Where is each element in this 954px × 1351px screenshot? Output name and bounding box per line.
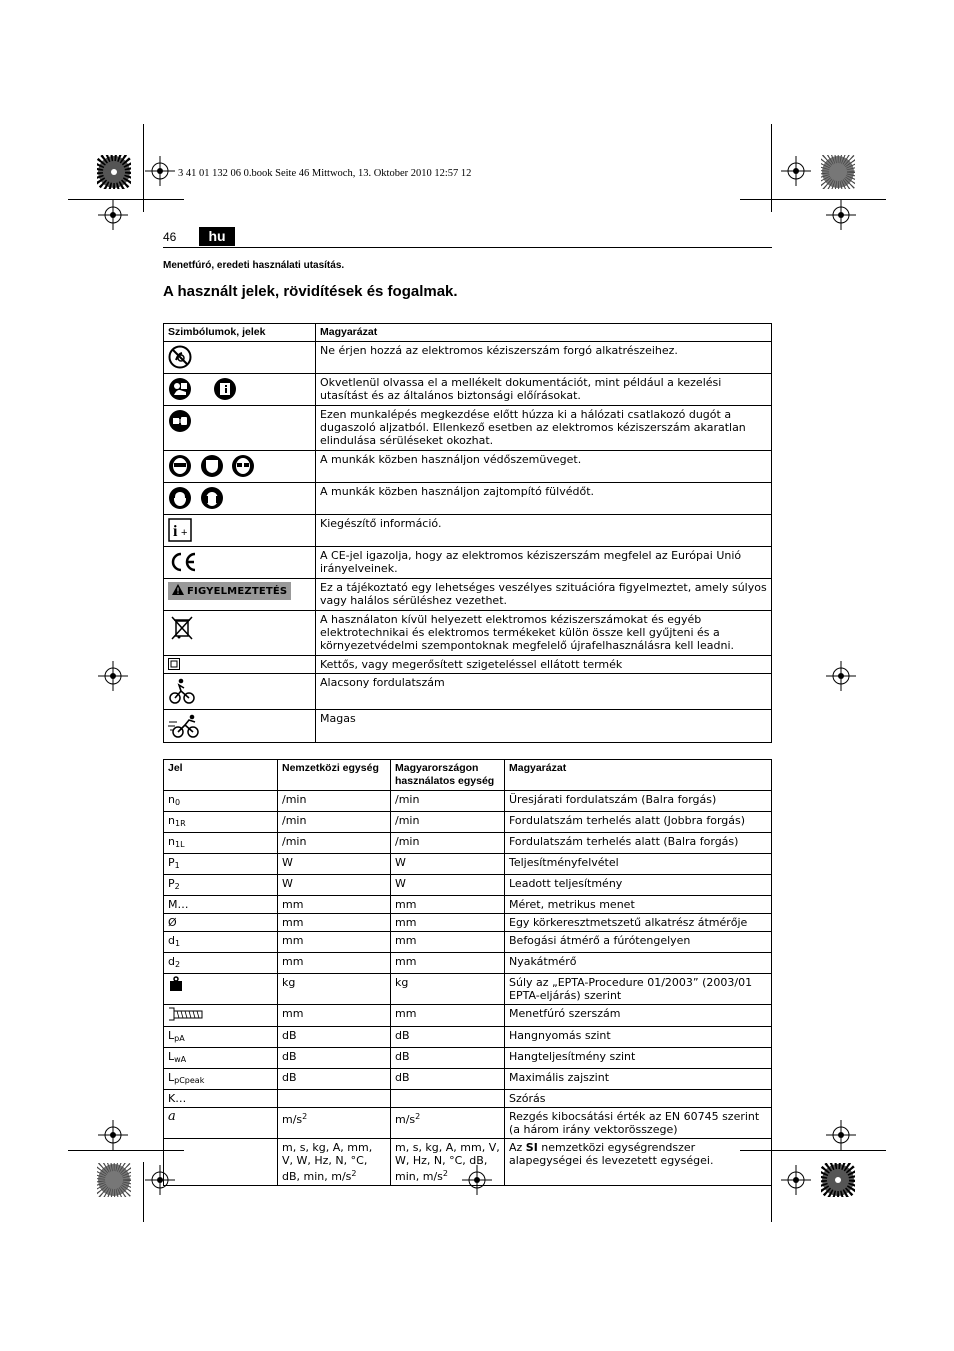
symbol-text: n [168,814,175,827]
description-cell: Kiegészítő információ. [316,515,772,547]
symbol-cell [164,342,316,374]
crop-mark [740,199,886,200]
unit-text: mm [282,1007,304,1020]
symbol-text: L [168,1071,175,1084]
fast-cyclist-icon [168,713,202,739]
unit-text: mm [282,934,304,947]
description-text: Súly az „EPTA-Procedure 01/2003” (2003/01 EPTA-eljárás) szerint [509,976,753,1002]
description-cell: Ez a tájékoztató egy lehetséges veszélyes szituációra figyelmeztet, amely súlyos vagy halálos sérüléshez vezethet. [316,579,772,611]
table-row [164,896,772,914]
symbol-text: P [168,856,175,869]
intl-unit-cell [278,953,391,974]
description-cell: Ezen munkalépés megkezdése előtt húzza ki a hálózati csatlakozó dugót a dugaszoló aljzatból. Ellenkező esetben az elektromos kéziszerszám akaratlan elindulása sérüléseket okozhat. [316,406,772,451]
hu-unit-cell [391,1005,505,1027]
table-row [164,812,772,833]
symbol-subscript: 0 [174,798,181,807]
symbol-cell [164,833,278,854]
unit-text: /min [282,835,307,848]
unit-text: mm [395,955,417,968]
table-row [164,974,772,1005]
double-insulation-icon [168,658,180,670]
intl-unit-cell [278,1005,391,1027]
slow-cyclist-icon [168,677,196,705]
intl-unit-cell [278,896,391,914]
symbol-cell [164,896,278,914]
symbol-cell [164,710,316,743]
symbol-text: d [168,934,175,947]
symbol-cell [164,656,316,674]
description-cell: Alacsony fordulatszám [316,674,772,710]
description-cell [505,914,772,932]
registration-mark-icon [98,200,128,230]
units-table [163,759,772,1186]
ce-mark-icon [168,550,198,574]
hu-unit-cell [391,1108,505,1139]
symbol-text: d [168,955,175,968]
hu-unit-cell [391,1048,505,1069]
symbol-subscript: 2 [174,960,181,969]
info-plus-icon [168,518,192,542]
unit-superscript: 2 [415,1112,421,1121]
unit-text: W [282,856,293,869]
description-text: Menetfúró szerszám [509,1007,621,1020]
symbol-text: M… [168,898,189,911]
registration-mark-icon [781,156,811,186]
table-header-row [164,760,772,791]
ear-protection-icon [168,486,192,510]
table-row [164,483,772,515]
hu-unit-cell [391,854,505,875]
registration-mark-icon [781,1165,811,1195]
symbol-text: L [168,1029,175,1042]
hu-unit-cell [391,1027,505,1048]
description-cell [505,932,772,953]
symbol-cell [164,812,278,833]
svg-text:+: + [181,527,188,539]
symbol-text: L [168,1050,175,1063]
description-cell [505,833,772,854]
table-row [164,1139,772,1186]
description-text: Teljesítményfelvétel [509,856,619,869]
language-badge: hu [199,227,235,246]
description-text: Hangteljesítmény szint [509,1050,636,1063]
unit-text: mm [282,898,304,911]
table-row [164,579,772,611]
symbol-cell [164,1139,278,1186]
description-text: Fordulatszám terhelés alatt (Balra forgás) [509,835,739,848]
hu-unit-cell [391,791,505,812]
description-cell: Okvetlenül olvassa el a mellékelt dokumentációt, mint például a kezelési utasítást és az általános biztonsági előírásokat. [316,374,772,406]
table-row [164,854,772,875]
unit-text: dB [282,1029,297,1042]
symbol-cell [164,1048,278,1069]
symbol-subscript: pA [174,1034,185,1043]
unit-text: mm [395,898,417,911]
description-text: nemzetközi egységrendszer alapegységei és levezetett egységei. [509,1141,714,1167]
units-table-body [164,791,772,1186]
symbol-cell [164,451,316,483]
symbol-cell [164,579,316,611]
symbol-subscript: 1 [174,861,180,870]
safety-goggles-icon [168,454,192,478]
weight-icon [168,982,184,995]
table-row [164,1090,772,1108]
symbol-cell [164,791,278,812]
description-cell: A munkák közben használjon védőszemüveget. [316,451,772,483]
intl-unit-cell [278,1108,391,1139]
hu-unit-cell [391,812,505,833]
unit-text: m, s, kg, A, mm, V, W, Hz, N, °C, dB, min, m/s [395,1141,500,1183]
registration-mark-icon [826,1120,856,1150]
table-row [164,1005,772,1027]
symbol-cell [164,483,316,515]
table-row [164,674,772,710]
table-row [164,374,772,406]
unit-superscript: 2 [302,1112,308,1121]
symbol-subscript: 1 [174,939,181,948]
column-header: Magyarázat [505,760,772,791]
description-cell [505,791,772,812]
intl-unit-cell [278,1069,391,1090]
description-cell: A CE-jel igazolja, hogy az elektromos kéziszerszám megfelel az Európai Unió irányelveinek. [316,547,772,579]
hu-unit-cell [391,1139,505,1186]
intl-unit-cell [278,1090,391,1108]
description-text: Nyakátmérő [509,955,577,968]
symbol-cell [164,1005,278,1027]
description-text: Egy körkeresztmetszetű alkatrész átmérője [509,916,748,929]
symbol-cell [164,932,278,953]
unit-text: mm [282,916,304,929]
symbol-subscript: pCpeak [174,1076,205,1085]
hu-unit-cell [391,896,505,914]
description-text: Szórás [509,1092,546,1105]
symbol-cell [164,1069,278,1090]
description-text: Fordulatszám terhelés alatt (Jobbra forgás) [509,814,746,827]
column-header: Nemzetközi egység [278,760,391,791]
calibration-disk-icon [97,1163,131,1197]
symbol-subscript: 1R [174,819,186,828]
unit-text: /min [395,793,420,806]
warning-badge [168,582,291,600]
symbol-subscript: 2 [174,882,180,891]
unit-text: kg [395,976,409,989]
column-header: Jel [164,760,278,791]
unit-text: W [395,877,406,890]
intl-unit-cell [278,974,391,1005]
table-row [164,611,772,656]
table-row [164,953,772,974]
description-cell [505,953,772,974]
symbol-text: Ø [168,916,177,929]
hu-unit-cell [391,1069,505,1090]
crossed-bin-icon [168,614,196,642]
intl-unit-cell [278,1048,391,1069]
unit-text: /min [282,814,307,827]
unit-text: m/s [395,1113,416,1126]
unit-text: m, s, kg, A, mm, V, W, Hz, N, °C, dB, min, m/s [282,1141,373,1183]
description-cell [505,896,772,914]
symbol-cell [164,374,316,406]
description-cell [505,1108,772,1139]
symbol-cell [164,854,278,875]
table-row [164,547,772,579]
description-cell [505,1090,772,1108]
crop-mark [143,1162,144,1222]
hu-unit-cell [391,875,505,896]
unit-text: dB [395,1029,410,1042]
description-text: Rezgés kibocsátási érték az EN 60745 szerint (a három irány vektorösszege) [509,1110,760,1136]
symbol-cell [164,974,278,1005]
symbol-cell [164,914,278,932]
unit-text: /min [395,814,420,827]
table-row [164,791,772,812]
table-row [164,515,772,547]
unit-text: mm [395,934,417,947]
table-row [164,833,772,854]
description-cell [505,854,772,875]
description-text: Maximális zajszint [509,1071,610,1084]
hu-unit-cell [391,953,505,974]
calibration-disk-icon [821,1163,855,1197]
description-text: Méret, metrikus menet [509,898,635,911]
description-cell [505,875,772,896]
symbol-cell [164,515,316,547]
description-cell [505,1069,772,1090]
unit-text: m/s [282,1113,303,1126]
table-header-row [164,324,772,342]
symbol-cell [164,611,316,656]
unit-text: mm [282,955,304,968]
symbol-cell [164,1027,278,1048]
symbol-cell [164,1090,278,1108]
doc-subtitle: Menetfúró, eredeti használati utasítás. [163,260,345,271]
symbol-cell [164,674,316,710]
description-cell [505,812,772,833]
table-row [164,710,772,743]
hu-unit-cell [391,932,505,953]
description-cell: Magas [316,710,772,743]
registration-mark-icon [98,661,128,691]
hu-unit-cell [391,914,505,932]
symbols-table [163,323,772,743]
intl-unit-cell [278,914,391,932]
description-cell [505,974,772,1005]
unit-text: dB [395,1050,410,1063]
intl-unit-cell [278,854,391,875]
warning-badge-label: FIGYELMEZTETÉS [187,586,288,597]
goggles-icon [231,454,255,478]
description-cell: Ne érjen hozzá az elektromos kéziszerszám forgó alkatrészeihez. [316,342,772,374]
intl-unit-cell [278,833,391,854]
column-header: Szimbólumok, jelek [164,324,316,342]
file-header: 3 41 01 132 06 0.book Seite 46 Mittwoch, 13. Oktober 2010 12:57 12 [178,168,472,179]
intl-unit-cell [278,812,391,833]
unit-text: dB [395,1071,410,1084]
tap-tool-icon [168,1011,204,1024]
hu-unit-cell [391,833,505,854]
unit-text: W [395,856,406,869]
symbol-cell [164,875,278,896]
table-row [164,1027,772,1048]
unit-superscript: 2 [351,1169,357,1178]
registration-mark-icon [826,200,856,230]
unit-text: W [282,877,293,890]
description-text: Hangnyomás szint [509,1029,611,1042]
description-prefix: Az [509,1141,526,1154]
symbol-text: n [168,835,175,848]
table-row [164,1069,772,1090]
description-cell [505,1048,772,1069]
unit-text: kg [282,976,296,989]
unit-text: /min [395,835,420,848]
table-row [164,1108,772,1139]
table-row [164,1048,772,1069]
calibration-disk-icon [97,155,131,189]
hu-unit-cell [391,1090,505,1108]
description-cell: A munkák közben használjon zajtompító fülvédőt. [316,483,772,515]
unit-text: /min [282,793,307,806]
symbol-text: K… [168,1092,187,1105]
unit-superscript: 2 [442,1169,448,1178]
read-manual-icon [168,377,192,401]
description-cell: A használaton kívül helyezett elektromos kéziszerszámokat és egyéb elektrotechnikai és elektromos termékeket külön össze kell gyűjteni és a környezetvédelmi szempontoknak megfelelő újrafelhasználásra kell leadni. [316,611,772,656]
intl-unit-cell [278,1139,391,1186]
unit-text: dB [282,1071,297,1084]
description-cell [505,1005,772,1027]
table-row [164,932,772,953]
symbol-text: a [168,1109,176,1124]
description-text: Leadott teljesítmény [509,877,623,890]
description-cell: Kettős, vagy megerősített szigeteléssel ellátott termék [316,656,772,674]
table-row [164,342,772,374]
registration-mark-icon [826,661,856,691]
unit-text: mm [395,916,417,929]
registration-mark-icon [145,156,175,186]
table-row [164,656,772,674]
intl-unit-cell [278,875,391,896]
table-row [164,914,772,932]
column-header: Magyarázat [316,324,772,342]
symbol-cell [164,406,316,451]
unit-text: dB [282,1050,297,1063]
manual-book-icon [213,377,237,401]
description-text: Befogási átmérő a fúrótengelyen [509,934,691,947]
warning-triangle-icon [172,584,184,595]
symbol-text: n [168,793,175,806]
description-cell [505,1027,772,1048]
face-shield-icon [200,454,224,478]
hu-unit-cell [391,974,505,1005]
table-row [164,875,772,896]
intl-unit-cell [278,932,391,953]
svg-text:i: i [173,523,178,540]
unit-text: mm [395,1007,417,1020]
calibration-disk-icon [821,155,855,189]
table-row [164,406,772,451]
no-touch-rotating-icon [168,345,192,369]
registration-mark-icon [98,1120,128,1150]
symbol-text: P [168,877,175,890]
description-bold: SI [525,1141,538,1154]
symbol-cell [164,953,278,974]
symbol-cell [164,547,316,579]
page-number: 46 [163,230,177,244]
section-title: A használt jelek, rövidítések és fogalmak. [163,283,458,300]
symbol-subscript: wA [174,1055,187,1064]
unplug-icon [168,409,192,433]
table-row [164,451,772,483]
intl-unit-cell [278,791,391,812]
description-text: Üresjárati fordulatszám (Balra forgás) [509,793,717,806]
symbol-cell [164,1108,278,1139]
column-header: Magyarországon használatos egység [391,760,505,791]
intl-unit-cell [278,1027,391,1048]
header-rule [163,247,772,248]
ear-muff-icon [200,486,224,510]
description-cell [505,1139,772,1186]
symbol-subscript: 1L [174,840,185,849]
